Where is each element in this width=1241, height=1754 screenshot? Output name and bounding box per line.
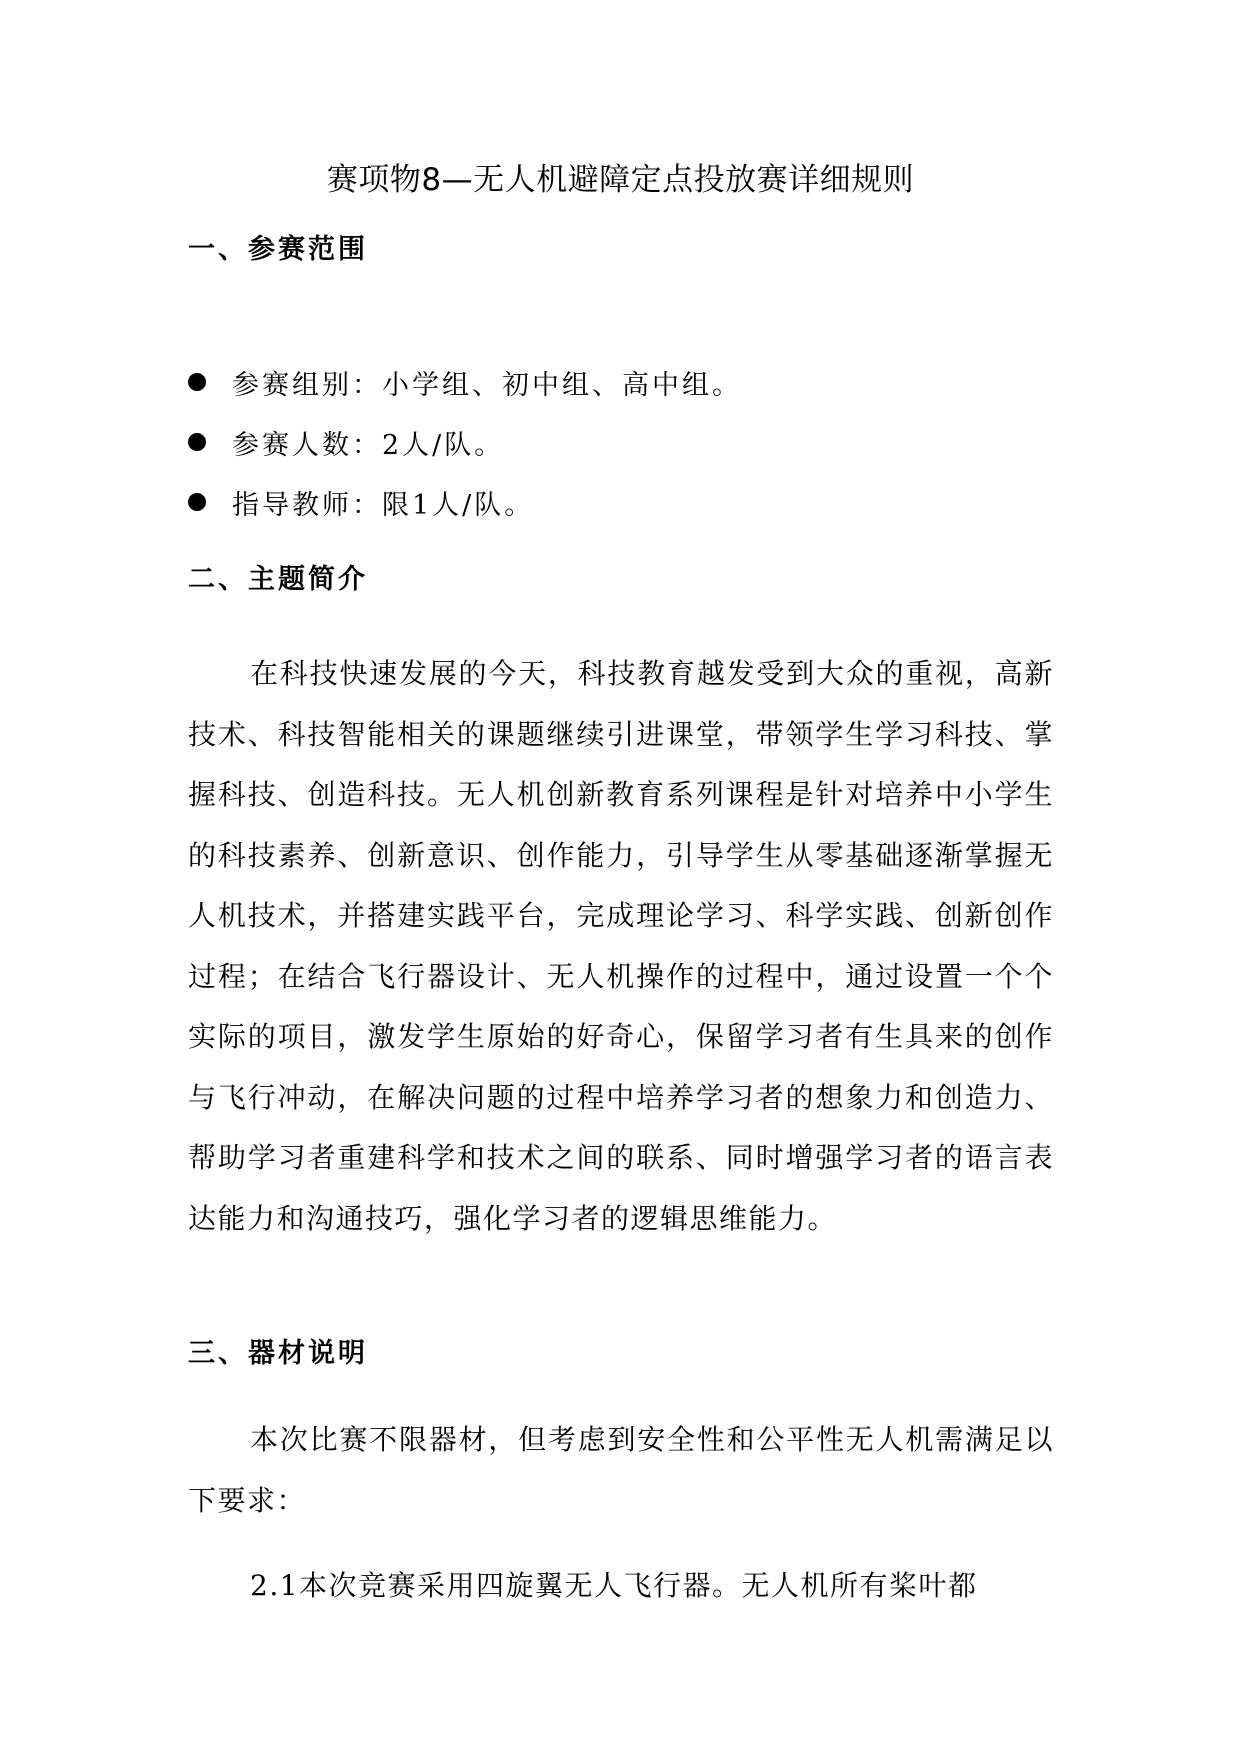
section-heading-equipment: 三、器材说明 [188, 1338, 368, 1369]
equipment-item-2-1: 2.1本次竞赛采用四旋翼无人飞行器。无人机所有桨叶都 [250, 1569, 978, 1602]
list-item [188, 352, 742, 412]
list-item [188, 412, 742, 472]
theme-intro-paragraph: 在科技快速发展的今天，科技教育越发受到大众的重视，高新技术、科技智能相关的课题继续引进课堂，带领学生学习科技、掌握科技、创造科技。无人机创新教育系列课程是针对培养中小学生的科技素养、创新意识、创作能力，引导学生从零基础逐渐掌握无人机技术，并搭建实践平台，完成理论学习、科学实践、创新创作过程；在结合飞行器设计、无人机操作的过程中，通过设置一个个实际的项目，激发学生原始的好奇心，保留学习者有生具来的创作与飞行冲动，在解决问题的过程中培养学习者的想象力和创造力、帮助学习者重建科学和技术之间的联系、同时增强学习者的语言表达能力和沟通技巧，强化学习者的逻辑思维能力。 [188, 657, 1054, 1235]
section-heading-participation-scope: 一、参赛范围 [188, 234, 368, 265]
bullet-dot-icon [188, 433, 206, 451]
bullet-dot-icon [188, 493, 206, 511]
list-item [188, 472, 742, 532]
section-heading-theme-intro: 二、主题简介 [188, 564, 368, 595]
equipment-paragraph: 本次比赛不限器材，但考虑到安全性和公平性无人机需满足以下要求： [188, 1423, 1054, 1517]
list-item-text: 参赛组别：小学组、初中组、高中组。 [232, 369, 742, 401]
list-item-text: 参赛人数：2人/队。 [232, 429, 505, 461]
document-title: 赛项物8—无人机避障定点投放赛详细规则 [326, 162, 915, 198]
list-item-text: 指导教师：限1人/队。 [232, 489, 535, 521]
participation-list [188, 352, 742, 532]
bullet-dot-icon [188, 373, 206, 391]
